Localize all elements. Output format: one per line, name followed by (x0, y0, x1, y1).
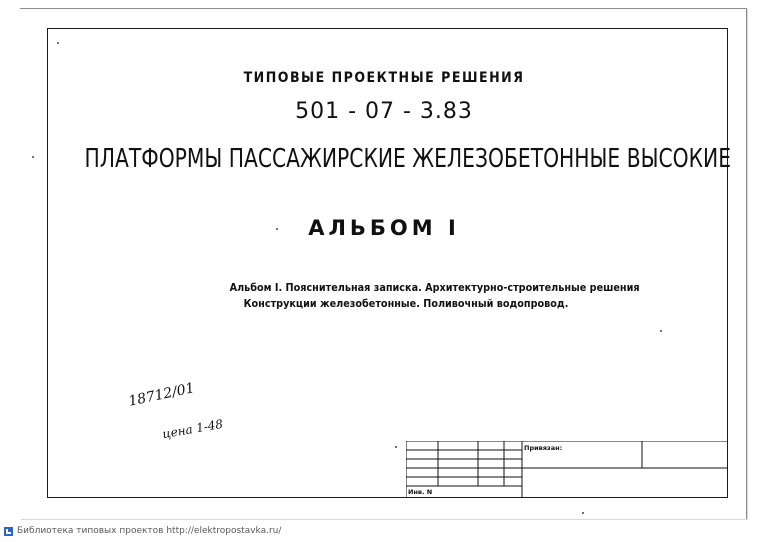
footer-link[interactable] (4, 526, 281, 536)
scan-speck (660, 330, 662, 332)
series-code: 501 - 07 - 3.83 (295, 99, 473, 124)
album-description-line2: Конструкции железобетонные. Поливочный водопровод. (243, 298, 569, 310)
stamp-applied-label: Привязан: (524, 444, 563, 452)
scan-speck (32, 156, 34, 158)
scan-speck (395, 446, 397, 448)
footer-link-text[interactable]: Библиотека типовых проектов http://elektropostavka.ru/ (17, 526, 282, 536)
stamp-inv-label: Инв. N (408, 488, 433, 496)
series-label: ТИПОВЫЕ ПРОЕКТНЫЕ РЕШЕНИЯ (243, 70, 525, 86)
title-block-stamp (406, 441, 728, 498)
stamp-grid (406, 441, 728, 498)
document-title: ПЛАТФОРМЫ ПАССАЖИРСКИЕ ЖЕЛЕЗОБЕТОННЫЕ ВЫСОКИЕ (84, 144, 732, 174)
inventory-number: 18712/01 (127, 380, 197, 410)
price-note: цена 1-48 (161, 416, 225, 442)
album-description-line1: Альбом I. Пояснительная записка. Архитектурно-строительные решения (229, 282, 640, 294)
library-logo-icon (4, 527, 13, 536)
album-description (196, 280, 640, 312)
scan-speck (57, 42, 59, 44)
scan-speck (276, 228, 278, 230)
scan-speck (582, 512, 584, 514)
album-title: АЛЬБОМ I (308, 216, 460, 240)
